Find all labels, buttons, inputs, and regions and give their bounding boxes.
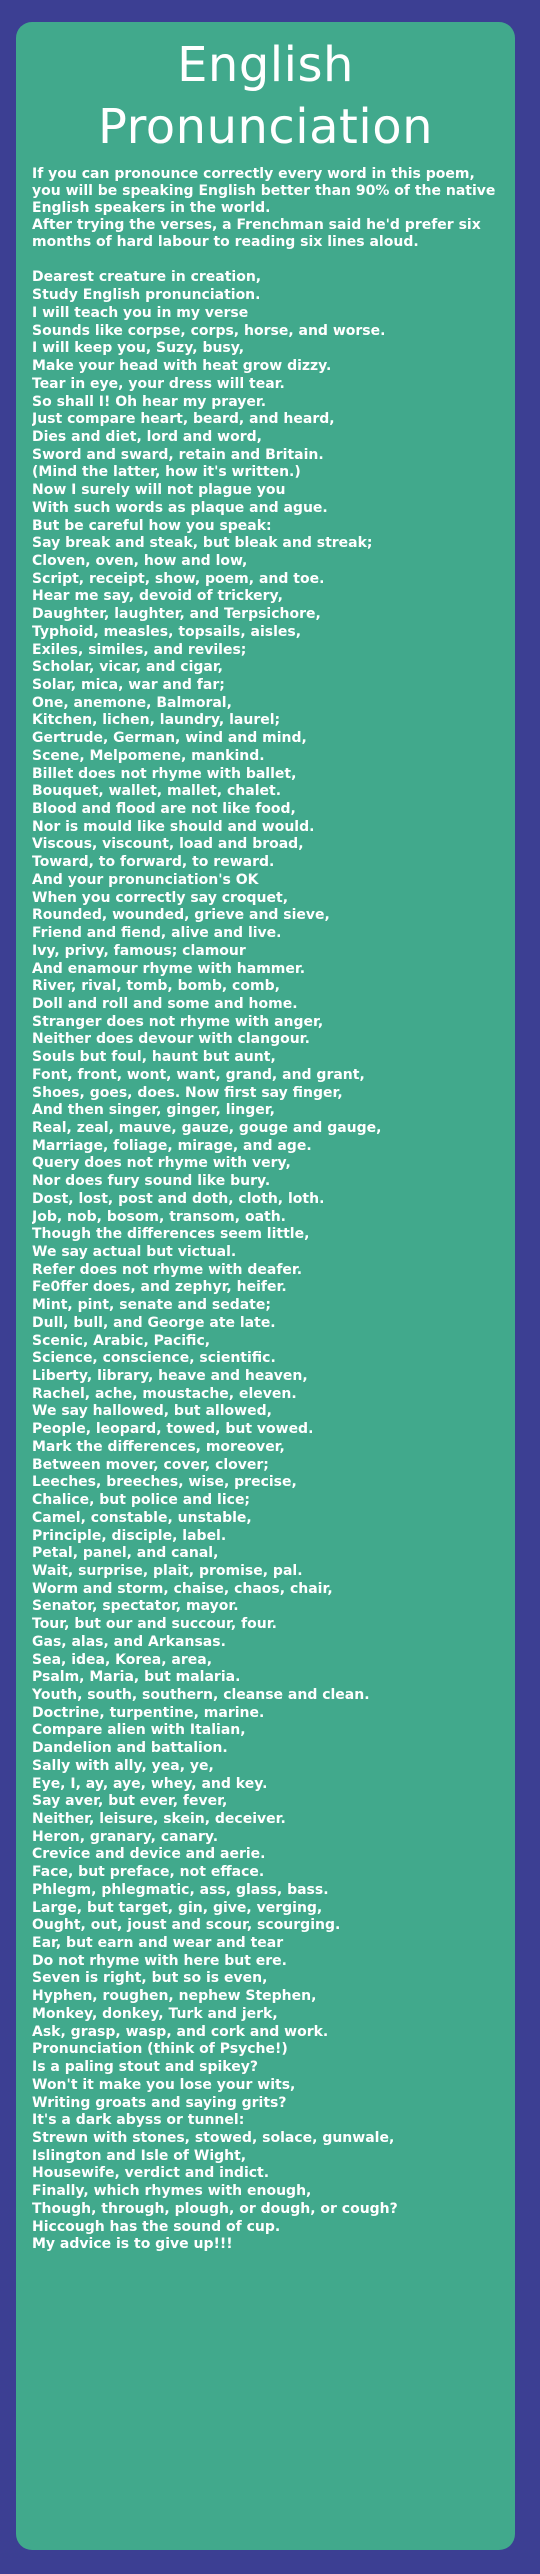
poem-line: Toward, to forward, to reward. xyxy=(32,854,275,871)
poem-line: Nor does fury sound like bury. xyxy=(32,1173,271,1190)
poem-line: And your pronunciation's OK xyxy=(32,871,259,888)
poem-line: Cloven, oven, how and low, xyxy=(32,552,248,569)
poster-card xyxy=(16,22,515,2550)
poem-line: Tour, but our and succour, four. xyxy=(32,1616,277,1633)
poem-line: Pronunciation (think of Psyche!) xyxy=(32,2041,288,2058)
poem-line: Nor is mould like should and would. xyxy=(32,818,315,835)
poem-line: Senator, spectator, mayor. xyxy=(32,1598,239,1615)
poem-line: Dandelion and battalion. xyxy=(32,1740,228,1757)
poem-line: Between mover, cover, clover; xyxy=(32,1456,269,1473)
poem-line: It's a dark abyss or tunnel: xyxy=(32,2112,245,2129)
poem-line: Mint, pint, senate and sedate; xyxy=(32,1297,271,1314)
poem-line: Monkey, donkey, Turk and jerk, xyxy=(32,2005,278,2022)
poem-line: Mark the differences, moreover, xyxy=(32,1438,285,1455)
poem-body xyxy=(32,269,501,2254)
poem-line: Sword and sward, retain and Britain. xyxy=(32,446,324,463)
poem-line: Ear, but earn and wear and tear xyxy=(32,1935,284,1952)
poem-line: And enamour rhyme with hammer. xyxy=(32,960,306,977)
poem-line: Do not rhyme with here but ere. xyxy=(32,1952,287,1969)
poem-line: Leeches, breeches, wise, precise, xyxy=(32,1474,297,1491)
poem-line: I will keep you, Suzy, busy, xyxy=(32,340,245,357)
poem-line: Sounds like corpse, corps, horse, and worse. xyxy=(32,322,386,339)
poem-line: Camel, constable, unstable, xyxy=(32,1509,252,1526)
poem-line: Crevice and device and aerie. xyxy=(32,1846,266,1863)
poem-line: Souls but foul, haunt but aunt, xyxy=(32,1049,276,1066)
poem-line: Daughter, laughter, and Terpsichore, xyxy=(32,606,321,623)
poem-line: Refer does not rhyme with deafer. xyxy=(32,1261,303,1278)
poem-line: Blood and flood are not like food, xyxy=(32,801,296,818)
poem-line: Wait, surprise, plait, promise, pal. xyxy=(32,1562,303,1579)
poem-line: Dost, lost, post and doth, cloth, loth. xyxy=(32,1190,325,1207)
poem-line: Sally with ally, yea, ye, xyxy=(32,1757,214,1774)
poem-line: Fe0ffer does, and zephyr, heifer. xyxy=(32,1279,287,1296)
poem-line: We say hallowed, but allowed, xyxy=(32,1403,272,1420)
poem-line: Gertrude, German, wind and mind, xyxy=(32,730,307,747)
poem-line: Housewife, verdict and indict. xyxy=(32,2165,270,2182)
poem-line: Compare alien with Italian, xyxy=(32,1722,246,1739)
poem-line: Worm and storm, chaise, chaos, chair, xyxy=(32,1580,333,1597)
poem-line: With such words as plaque and ague. xyxy=(32,499,328,516)
poster-title: English Pronunciation xyxy=(98,37,433,155)
poem-line: Youth, south, southern, cleanse and clean. xyxy=(32,1686,370,1703)
poem-line: Query does not rhyme with very, xyxy=(32,1155,291,1172)
poem-line: So shall I! Oh hear my prayer. xyxy=(32,393,267,410)
poem-line: Friend and fiend, alive and live. xyxy=(32,925,282,942)
poem-line: Heron, granary, canary. xyxy=(32,1828,219,1845)
poem-line: Solar, mica, war and far; xyxy=(32,677,225,693)
poem-line: Scenic, Arabic, Pacific, xyxy=(32,1332,211,1349)
poem-line: Won't it make you lose your wits, xyxy=(32,2076,296,2093)
poem-line: Neither does devour with clangour. xyxy=(32,1031,310,1048)
poem-line: One, anemone, Balmoral, xyxy=(32,694,232,711)
poem-line: Scholar, vicar, and cigar, xyxy=(32,659,224,676)
poem-line: River, rival, tomb, bomb, comb, xyxy=(32,978,280,995)
poem-line: Science, conscience, scientific. xyxy=(32,1350,276,1367)
poem-line: Sea, idea, Korea, area, xyxy=(32,1651,213,1668)
poem-line: Rachel, ache, moustache, eleven. xyxy=(32,1385,297,1402)
poem-line: Hiccough has the sound of cup. xyxy=(32,2218,281,2235)
poem-line: But be careful how you speak: xyxy=(32,517,272,534)
poem-line: Hear me say, devoid of trickery, xyxy=(32,588,283,605)
poem-line: Billet does not rhyme with ballet, xyxy=(32,765,297,782)
poem-line: Seven is right, but so is even, xyxy=(32,1970,268,1987)
poem-line: Is a paling stout and spikey? xyxy=(32,2059,258,2076)
poem-line: Typhoid, measles, topsails, aisles, xyxy=(32,623,302,640)
poem-line: When you correctly say croquet, xyxy=(32,889,289,906)
poem-line: Phlegm, phlegmatic, ass, glass, bass. xyxy=(32,1881,329,1898)
poem-line: Neither, leisure, skein, deceiver. xyxy=(32,1811,286,1827)
poem-line: Dull, bull, and George ate late. xyxy=(32,1314,276,1331)
poem-line: Dearest creature in creation, xyxy=(32,269,262,286)
poem-line: Say aver, but ever, fever, xyxy=(32,1793,228,1810)
poem-line: I will teach you in my verse xyxy=(32,304,249,321)
poem-line: Stranger does not rhyme with anger, xyxy=(32,1013,324,1030)
poem-line: Job, nob, bosom, transom, oath. xyxy=(32,1208,286,1225)
poem-line: Islington and Isle of Wight, xyxy=(32,2147,247,2164)
poem-line: Viscous, viscount, load and broad, xyxy=(32,836,304,853)
poem-line: Strewn with stones, stowed, solace, gunwale, xyxy=(32,2129,395,2146)
poem-line: Scene, Melpomene, mankind. xyxy=(32,747,265,764)
poem-line: (Mind the latter, how it's written.) xyxy=(32,464,301,481)
poem-line: Make your head with heat grow dizzy. xyxy=(32,358,332,375)
poem-line: Dies and diet, lord and word, xyxy=(32,428,262,445)
poem-line: Study English pronunciation. xyxy=(32,287,261,304)
intro-paragraph: After trying the verses, a Frenchman said he'd prefer six months of hard labour to reading six lines aloud. xyxy=(32,217,481,251)
poem-line: Principle, disciple, label. xyxy=(32,1527,227,1544)
intro-paragraph: If you can pronounce correctly every word in this poem, you will be speaking English better than 90% of the native English speakers in the world. xyxy=(32,166,496,217)
poem-line: Writing groats and saying grits? xyxy=(32,2094,287,2111)
poem-line: And then singer, ginger, linger, xyxy=(32,1102,275,1119)
poem-line: Eye, I, ay, aye, whey, and key. xyxy=(32,1775,268,1792)
poem-line: My advice is to give up!!! xyxy=(32,2236,233,2253)
poem-line: Font, front, wont, want, grand, and grant, xyxy=(32,1066,365,1083)
poem-line: Tear in eye, your dress will tear. xyxy=(32,375,285,392)
poem-line: Though, through, plough, or dough, or cough? xyxy=(32,2200,398,2217)
poem-line: Ought, out, joust and scour, scourging. xyxy=(32,1917,341,1934)
poem-line: Chalice, but police and lice; xyxy=(32,1492,251,1509)
poem-line: Marriage, foliage, mirage, and age. xyxy=(32,1137,312,1154)
poem-line: Finally, which rhymes with enough, xyxy=(32,2183,312,2200)
intro-text xyxy=(32,166,501,251)
poem-line: Petal, panel, and canal, xyxy=(32,1545,219,1562)
poem-line: Exiles, similes, and reviles; xyxy=(32,641,247,658)
poem-line: Shoes, goes, does. Now first say finger, xyxy=(32,1084,343,1101)
poem-line: Hyphen, roughen, nephew Stephen, xyxy=(32,1988,317,2005)
poem-line: Bouquet, wallet, mallet, chalet. xyxy=(32,783,282,800)
poem-line: Just compare heart, beard, and heard, xyxy=(32,411,335,428)
poem-line: Face, but preface, not efface. xyxy=(32,1864,265,1881)
poem-line: Ask, grasp, wasp, and cork and work. xyxy=(32,2023,329,2040)
poem-line: Real, zeal, mauve, gauze, gouge and gauge, xyxy=(32,1119,382,1136)
poem-line: Psalm, Maria, but malaria. xyxy=(32,1669,241,1686)
poem-line: Now I surely will not plague you xyxy=(32,482,286,499)
poem-line: Gas, alas, and Arkansas. xyxy=(32,1633,226,1650)
poem-line: Script, receipt, show, poem, and toe. xyxy=(32,570,325,587)
poem-line: Kitchen, lichen, laundry, laurel; xyxy=(32,712,281,729)
poem-line: Doll and roll and some and home. xyxy=(32,995,298,1012)
poem-line: Ivy, privy, famous; clamour xyxy=(32,942,246,959)
poem-line: Large, but target, gin, give, verging, xyxy=(32,1899,323,1916)
poem-line: Liberty, library, heave and heaven, xyxy=(32,1368,308,1385)
poem-line: Doctrine, turpentine, marine. xyxy=(32,1704,265,1721)
poem-line: Say break and steak, but bleak and streak; xyxy=(32,535,373,552)
poem-line: People, leopard, towed, but vowed. xyxy=(32,1421,314,1438)
poem-line: Though the differences seem little, xyxy=(32,1226,310,1243)
poem-line: We say actual but victual. xyxy=(32,1244,237,1260)
poem-line: Rounded, wounded, grieve and sieve, xyxy=(32,907,330,924)
